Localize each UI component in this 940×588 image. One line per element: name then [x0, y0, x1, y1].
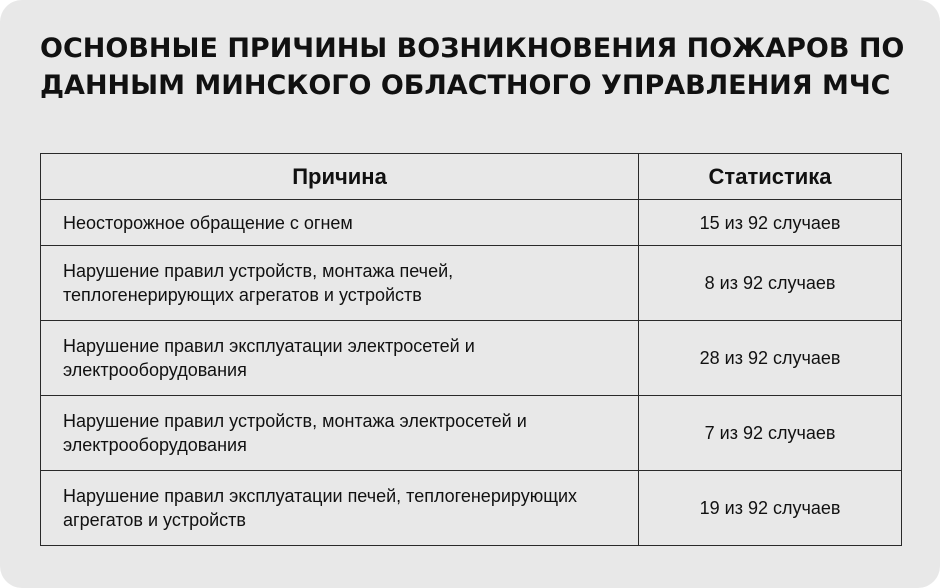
cause-cell: Нарушение правил эксплуатации электросетей и электрооборудования [41, 321, 639, 396]
table-row [41, 200, 902, 246]
table-row [41, 396, 902, 471]
table-header-row [41, 154, 902, 200]
cause-cell: Нарушение правил эксплуатации печей, теплогенерирующих агрегатов и устройств [41, 471, 639, 546]
cause-cell: Неосторожное обращение с огнем [41, 200, 639, 246]
statistics-table [40, 153, 902, 546]
statistic-cell: 15 из 92 случаев [639, 200, 902, 246]
header-cause: Причина [41, 154, 639, 200]
table-row [41, 321, 902, 396]
table-row [41, 246, 902, 321]
statistic-cell: 19 из 92 случаев [639, 471, 902, 546]
statistic-cell: 28 из 92 случаев [639, 321, 902, 396]
table-row [41, 471, 902, 546]
statistic-cell: 7 из 92 случаев [639, 396, 902, 471]
cause-cell: Нарушение правил устройств, монтажа печей, теплогенерирующих агрегатов и устройств [41, 246, 639, 321]
header-statistics: Статистика [639, 154, 902, 200]
statistic-cell: 8 из 92 случаев [639, 246, 902, 321]
page-title: ОСНОВНЫЕ ПРИЧИНЫ ВОЗНИКНОВЕНИЯ ПОЖАРОВ ПО ДАННЫМ МИНСКОГО ОБЛАСТНОГО УПРАВЛЕНИЯ МЧС [40, 33, 905, 101]
cause-cell: Нарушение правил устройств, монтажа электросетей и электрооборудования [41, 396, 639, 471]
